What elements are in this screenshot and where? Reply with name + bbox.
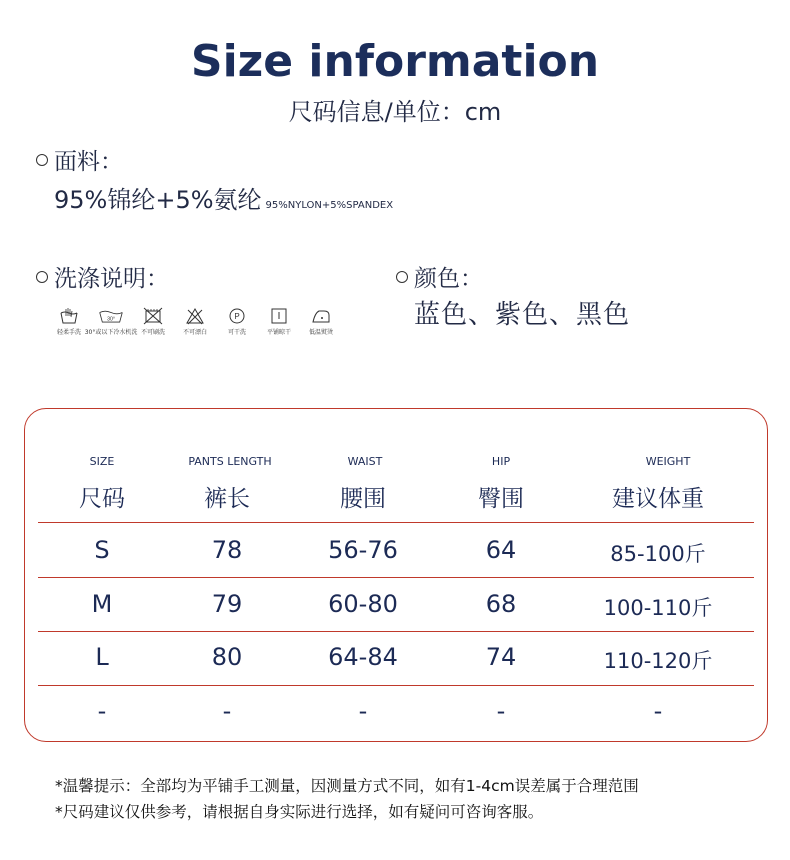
table-cell-waist: 56-76 [328, 536, 398, 564]
table-cell-length: 78 [211, 536, 243, 564]
care-item [218, 307, 256, 336]
fabric-composition [54, 180, 393, 215]
bullet-circle-icon [36, 154, 48, 166]
table-cell-length: - [222, 697, 232, 725]
care-item [302, 307, 340, 336]
care-item [176, 307, 214, 336]
care-label: 洗涤说明： [54, 266, 169, 292]
hand-wash-icon [59, 307, 79, 325]
row-divider [38, 577, 754, 578]
care-item-label: 不可刷洗 [140, 329, 165, 336]
table-cell-hip: - [496, 697, 506, 725]
bullet-circle-icon [396, 271, 408, 283]
care-item-label: 可干洗 [227, 329, 246, 336]
care-item-label: 不可漂白 [182, 329, 207, 336]
table-cell-hip: 64 [485, 536, 517, 564]
care-item [50, 307, 88, 336]
care-item-label: 低温熨烫 [308, 329, 333, 336]
col-header-cn: 腰围 [340, 486, 386, 512]
colors-label: 颜色： [414, 266, 483, 292]
no-bleach-icon [185, 307, 205, 325]
page-subtitle: 尺码信息/单位：cm [288, 98, 502, 126]
fabric-label: 面料： [54, 149, 123, 175]
table-cell-hip: 68 [485, 590, 517, 618]
col-header-en: HIP [491, 455, 511, 468]
care-item-label: 30°或以下冷水机洗 [84, 329, 138, 336]
col-header-cn: 尺码 [79, 486, 125, 512]
col-header-en: WAIST [347, 455, 383, 468]
bullet-circle-icon [36, 271, 48, 283]
table-cell-length: 80 [211, 643, 243, 671]
fabric-composition-cn: 95%锦纶+5%氨纶 [54, 186, 262, 214]
row-divider [38, 685, 754, 686]
care-item [134, 307, 172, 336]
care-heading [36, 260, 169, 293]
care-item [260, 307, 298, 336]
care-icons [50, 307, 340, 336]
fabric-composition-en: 95%NYLON+5%SPANDEX [265, 200, 394, 211]
table-cell-weight: 110-120斤 [603, 649, 713, 673]
note-size-advice: *尺码建议仅供参考，请根据自身实际进行选择，如有疑问可咨询客服。 [55, 803, 544, 821]
table-cell-hip: 74 [485, 643, 517, 671]
col-header-cn: 裤长 [204, 486, 250, 512]
fabric-heading [36, 143, 123, 176]
table-cell-waist: - [358, 697, 368, 725]
note-measurement: *温馨提示：全部均为平铺手工测量，因测量方式不同，如有1-4cm误差属于合理范围 [55, 777, 639, 795]
table-cell-size: L [95, 643, 109, 671]
low-iron-icon [311, 307, 331, 325]
table-cell-length: 79 [211, 590, 243, 618]
col-header-en: WEIGHT [645, 455, 691, 468]
table-cell-size: M [91, 590, 113, 618]
col-header-cn: 建议体重 [612, 486, 704, 512]
col-header-en: PANTS LENGTH [188, 455, 272, 468]
table-cell-waist: 60-80 [328, 590, 398, 618]
table-cell-size: - [97, 697, 107, 725]
dry-clean-p-icon [227, 307, 247, 325]
care-item-label: 平铺晾干 [266, 329, 291, 336]
table-cell-weight: 85-100斤 [610, 542, 706, 566]
dry-flat-icon [269, 307, 289, 325]
page-title: Size information [190, 36, 600, 87]
table-cell-weight: - [653, 697, 663, 725]
svg-text:P: P [234, 312, 240, 321]
table-cell-waist: 64-84 [328, 643, 398, 671]
care-item-label: 轻柔手洗 [56, 329, 81, 336]
table-cell-weight: 100-110斤 [603, 596, 713, 620]
row-divider [38, 631, 754, 632]
wash-temp-text: 30° [107, 316, 115, 323]
machine-wash-30-icon [98, 307, 124, 325]
row-divider [38, 522, 754, 523]
colors-values: 蓝色、紫色、黑色 [414, 300, 631, 330]
no-brush-icon [143, 307, 163, 325]
table-cell-size: S [94, 536, 110, 564]
colors-heading [396, 260, 483, 293]
care-item [84, 307, 138, 336]
col-header-cn: 臀围 [478, 486, 524, 512]
col-header-en: SIZE [89, 455, 115, 468]
